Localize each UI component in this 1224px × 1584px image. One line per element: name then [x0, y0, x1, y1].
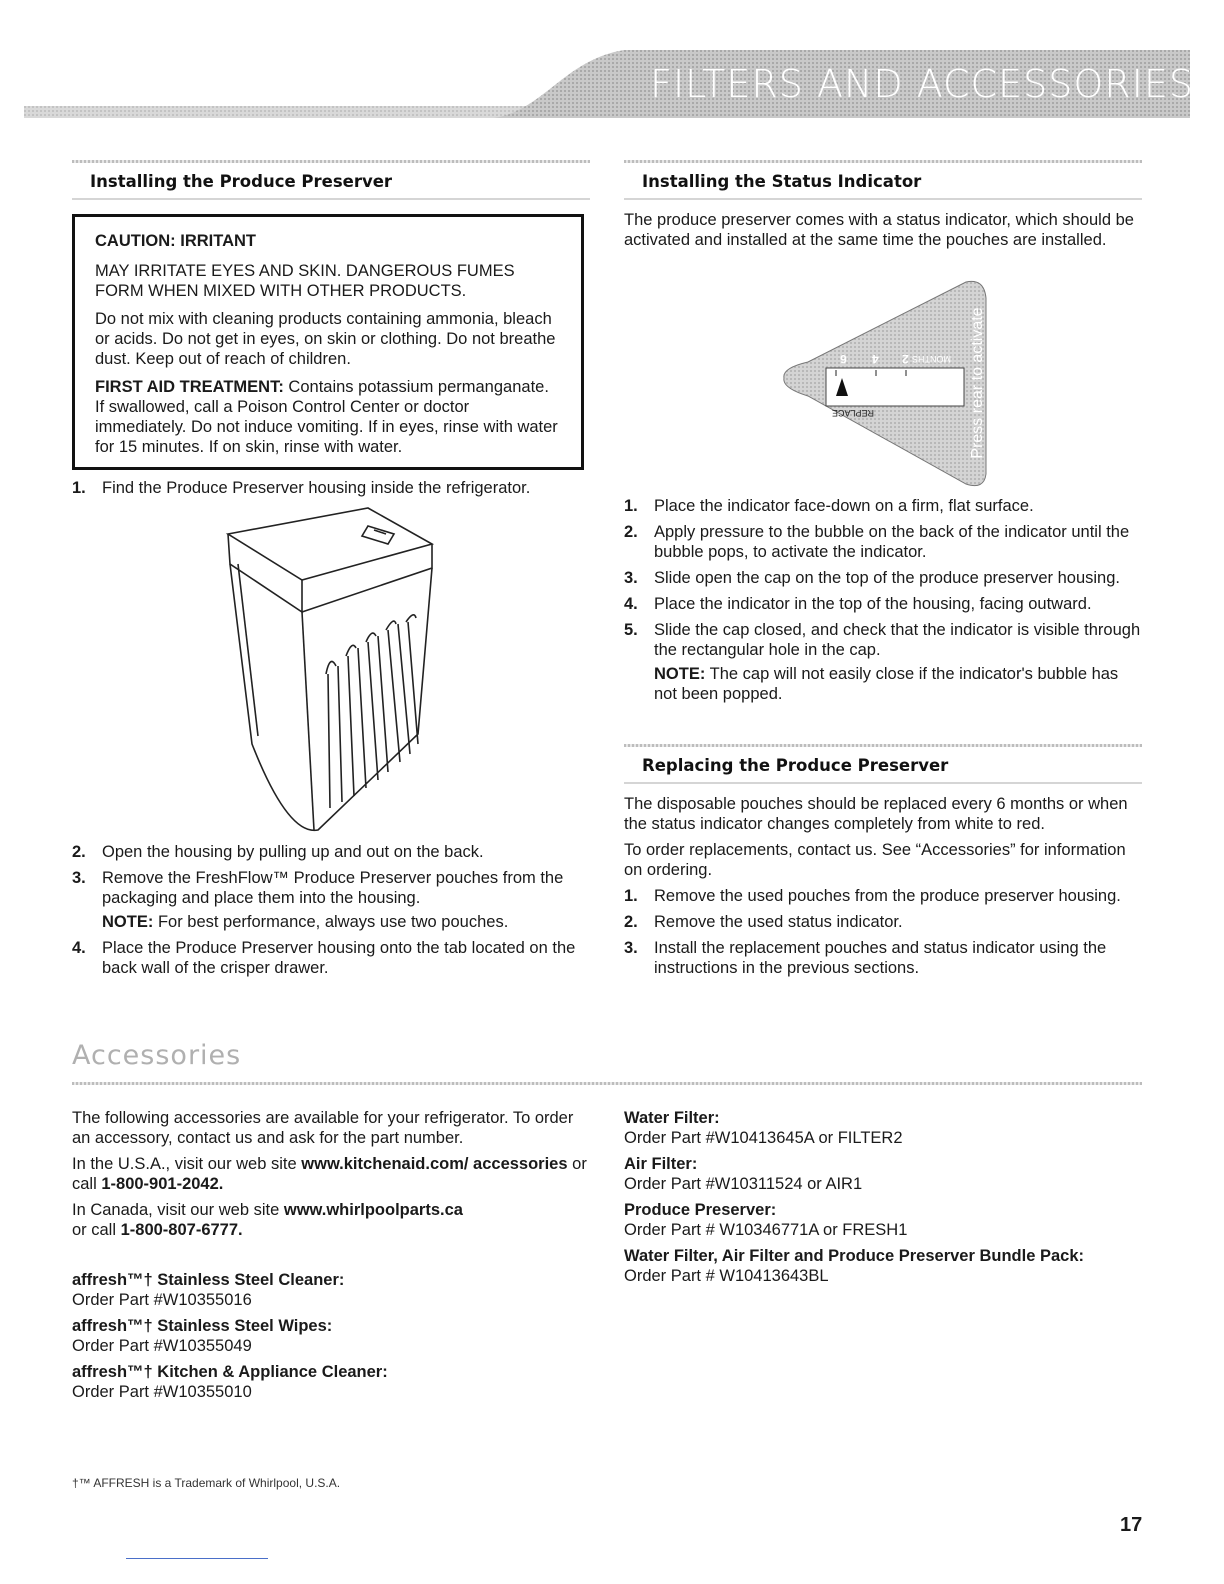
accessory-part: Order Part #W10413645A or FILTER2 [624, 1129, 903, 1147]
indicator-steps [624, 496, 1144, 710]
step-text: Install the replacement pouches and status indicator using the instructions in the previous sections. [654, 939, 1107, 977]
section-heading-status-indicator: Installing the Status Indicator [642, 172, 922, 191]
accessory-item [624, 1154, 1144, 1194]
accessory-label: Air Filter: [624, 1155, 698, 1173]
tick-4: 4 [872, 352, 879, 366]
list-item [624, 522, 1144, 562]
section-rule [624, 744, 1142, 747]
list-item [624, 496, 1144, 516]
section-rule [72, 1082, 1142, 1085]
section-rule [72, 198, 590, 200]
note-label: NOTE: [102, 913, 154, 931]
section-rule [624, 160, 1142, 163]
step-number: 1. [624, 497, 638, 515]
usa-url-link[interactable]: www.kitchenaid.com/ accessories [301, 1155, 568, 1173]
step-number: 2. [72, 843, 86, 861]
bottom-divider [126, 1558, 268, 1559]
caution-warning: MAY IRRITATE EYES AND SKIN. DANGEROUS FUMES FORM WHEN MIXED WITH OTHER PRODUCTS. [95, 262, 515, 300]
page-number: 17 [1120, 1514, 1143, 1536]
replace-label: REPLACE [832, 408, 875, 418]
accessory-item [624, 1108, 1144, 1148]
step-text: Find the Produce Preserver housing inside the refrigerator. [102, 479, 531, 497]
list-item [624, 620, 1144, 704]
step-number: 4. [624, 595, 638, 613]
accessory-item [624, 1200, 1144, 1240]
accessory-label: Water Filter: [624, 1109, 720, 1127]
step-number: 3. [624, 569, 638, 587]
step-text: Open the housing by pulling up and out on the back. [102, 843, 484, 861]
step-text: Place the indicator face-down on a firm, flat surface. [654, 497, 1034, 515]
list-item [624, 912, 1144, 932]
first-aid-paragraph [95, 377, 561, 457]
accessory-item [72, 1316, 592, 1356]
note-text: The cap will not easily close if the indicator's bubble has not been popped. [654, 665, 1119, 703]
canada-prefix: In Canada, visit our web site [72, 1201, 280, 1219]
accessory-item [624, 1246, 1144, 1286]
accessory-part: Order Part #W10355049 [72, 1337, 252, 1355]
usa-prefix: In the U.S.A., visit our web site [72, 1155, 297, 1173]
tick-6: 6 [840, 352, 847, 366]
section-rule [624, 782, 1142, 784]
usa-mid: or call [72, 1155, 587, 1193]
replace-paragraph-1: The disposable pouches should be replaced every 6 months or when the status indicator changes completely from white to red. [624, 795, 1128, 833]
status-intro: The produce preserver comes with a status indicator, which should be activated and installed at the same time the pouches are installed. [624, 211, 1134, 249]
section-rule [72, 160, 590, 163]
list-item [624, 594, 1144, 614]
accessories-intro: The following accessories are available for your refrigerator. To order an accessory, contact us and ask for the part number. [72, 1109, 574, 1147]
first-aid-text: Contains potassium permanganate. If swallowed, call a Poison Control Center or doctor immediately. Do not induce vomiting. If in eyes, rinse with water for 15 minutes. If on skin, rinse with water. [95, 378, 558, 456]
first-aid-label: FIRST AID TREATMENT: [95, 378, 284, 396]
replace-paragraph-2: To order replacements, contact us. See “Accessories” for information on ordering. [624, 841, 1126, 879]
replacing-section [624, 794, 1144, 984]
step-text: Apply pressure to the bubble on the back of the indicator until the bubble pops, to activate the indicator. [654, 523, 1130, 561]
list-item [72, 478, 592, 498]
install-steps-b [72, 842, 592, 984]
step-number: 1. [72, 479, 86, 497]
step-number: 4. [72, 939, 86, 957]
status-indicator-illustration [778, 278, 992, 488]
accessory-item [72, 1270, 592, 1310]
caution-box [72, 214, 584, 470]
step-text: Slide the cap closed, and check that the indicator is visible through the rectangular hole in the cap. [654, 621, 1141, 659]
step-number: 5. [624, 621, 638, 639]
note-text: For best performance, always use two pouches. [157, 913, 509, 931]
section-rule [624, 198, 1142, 200]
accessory-item [72, 1362, 592, 1402]
section-heading-replacing: Replacing the Produce Preserver [642, 756, 949, 775]
step-number: 3. [72, 869, 86, 887]
accessory-part: Order Part #W10311524 or AIR1 [624, 1175, 863, 1193]
replace-steps [624, 886, 1144, 978]
months-label: MONTHS [912, 354, 951, 364]
accessory-label: affresh™† Stainless Steel Cleaner: [72, 1271, 345, 1289]
trademark-footnote: †™ AFFRESH is a Trademark of Whirlpool, U.S.A. [72, 1476, 341, 1490]
tick-2: 2 [902, 352, 909, 366]
caution-body: Do not mix with cleaning products containing ammonia, bleach or acids. Do not get in eyes, on skin or clothing. Do not breathe dust. Keep out of reach of children. [95, 310, 556, 368]
step-text: Slide open the cap on the top of the produce preserver housing. [654, 569, 1120, 587]
step-number: 2. [624, 523, 638, 541]
list-item [624, 938, 1144, 978]
accessories-heading: Accessories [72, 1040, 242, 1071]
step-number: 1. [624, 887, 638, 905]
list-item [72, 842, 592, 862]
step-number: 2. [624, 913, 638, 931]
accessory-part: Order Part # W10413643BL [624, 1267, 829, 1285]
accessory-part: Order Part # W10346771A or FRESH1 [624, 1221, 908, 1239]
step-text: Remove the used pouches from the produce preserver housing. [654, 887, 1121, 905]
step-text: Remove the used status indicator. [654, 913, 903, 931]
step-text: Place the Produce Preserver housing onto the tab located on the back wall of the crisper drawer. [102, 939, 576, 977]
install-steps-a [72, 478, 592, 504]
section-heading-install-preserver: Installing the Produce Preserver [90, 172, 393, 191]
note [654, 664, 1144, 704]
list-item [72, 868, 592, 932]
accessories-left [72, 1108, 592, 1408]
press-rear-label: Press rear to activate [969, 307, 986, 459]
step-text: Place the indicator in the top of the housing, facing outward. [654, 595, 1092, 613]
accessory-label: affresh™† Stainless Steel Wipes: [72, 1317, 333, 1335]
preserver-housing-illustration [218, 504, 438, 836]
usa-phone: 1-800-901-2042. [101, 1175, 224, 1193]
accessory-label: Produce Preserver: [624, 1201, 777, 1219]
accessories-right [624, 1108, 1144, 1292]
list-item [624, 568, 1144, 588]
note-label: NOTE: [654, 665, 706, 683]
accessory-part: Order Part #W10355010 [72, 1383, 252, 1401]
accessory-part: Order Part #W10355016 [72, 1291, 252, 1309]
page-title: FILTERS AND ACCESSORIES [650, 62, 1194, 106]
canada-phone: 1-800-807-6777. [120, 1221, 243, 1239]
canada-contact [72, 1200, 592, 1240]
step-number: 3. [624, 939, 638, 957]
note [102, 912, 592, 932]
list-item [72, 938, 592, 978]
accessory-label: affresh™† Kitchen & Appliance Cleaner: [72, 1363, 388, 1381]
list-item [624, 886, 1144, 906]
accessory-label: Water Filter, Air Filter and Produce Preserver Bundle Pack: [624, 1247, 1085, 1265]
caution-title: CAUTION: IRRITANT [95, 232, 257, 250]
canada-mid: or call [72, 1221, 117, 1239]
canada-url-link[interactable]: www.whirlpoolparts.ca [283, 1201, 463, 1219]
step-text: Remove the FreshFlow™ Produce Preserver pouches from the packaging and place them into the housing. [102, 869, 564, 907]
usa-contact [72, 1154, 592, 1194]
